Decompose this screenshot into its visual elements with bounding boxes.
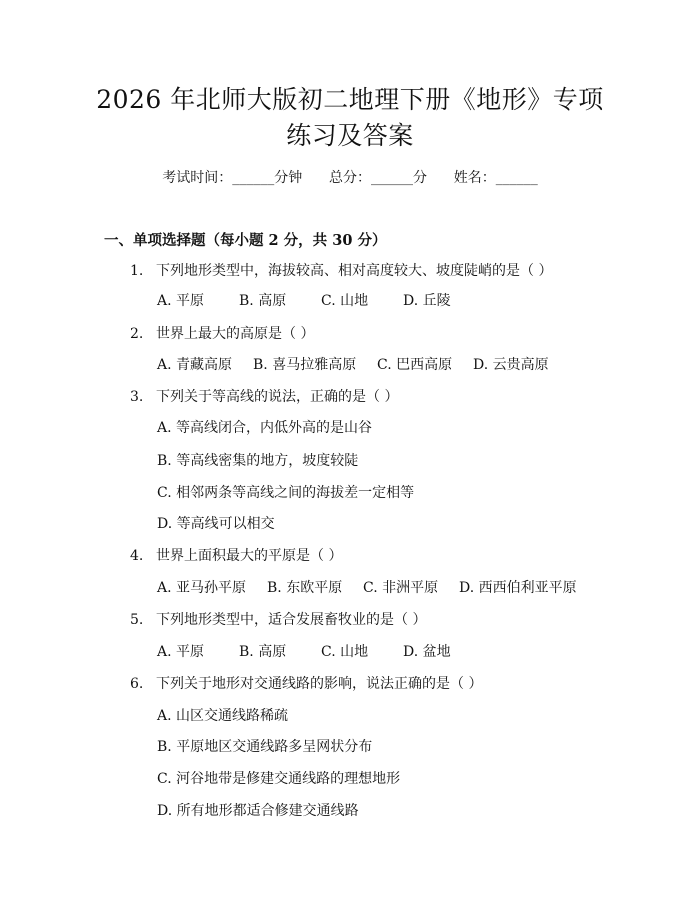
option-d: D. 等高线可以相交 [157, 516, 275, 532]
section-heading: 一、单项选择题（每小题 2 分，共 30 分） [104, 232, 387, 249]
option-d: D. 所有地形都适合修建交通线路 [157, 803, 359, 819]
option-c: C. 山地 [321, 644, 369, 660]
option-d: D. 丘陵 [403, 293, 451, 309]
option-a: A. 山区交通线路稀疏 [157, 708, 289, 724]
option-c: C. 相邻两条等高线之间的海拔差一定相等 [157, 485, 415, 501]
document-title-line-1: 2026 年北师大版初二地理下册《地形》专项 [96, 85, 604, 114]
question-4-options [157, 578, 577, 598]
question-text: 世界上最大的高原是（ ） [156, 326, 315, 342]
option-b: B. 高原 [239, 293, 287, 309]
question-5-options [157, 642, 451, 662]
option-c: C. 非洲平原 [363, 580, 439, 596]
option-b: B. 喜马拉雅高原 [253, 357, 357, 373]
option-c: C. 巴西高原 [377, 357, 453, 373]
question-text: 下列地形类型中，适合发展畜牧业的是（ ） [156, 612, 427, 628]
option-d: D. 盆地 [403, 644, 451, 660]
option-a: A. 亚马孙平原 [157, 580, 247, 596]
option-b: B. 平原地区交通线路多呈网状分布 [157, 739, 373, 755]
option-a: A. 等高线闭合，内低外高的是山谷 [157, 420, 373, 436]
question-number: 6. [130, 676, 144, 692]
document-title-line-2: 练习及答案 [286, 121, 414, 150]
option-b: B. 等高线密集的地方，坡度较陡 [157, 453, 359, 469]
question-number: 1. [130, 263, 144, 279]
question-number: 3. [130, 389, 144, 405]
option-a: A. 平原 [157, 644, 205, 660]
option-a: A. 平原 [157, 293, 205, 309]
question-text: 下列地形类型中，海拔较高、相对高度较大、坡度陡峭的是（ ） [156, 263, 553, 279]
option-a: A. 青藏高原 [157, 357, 233, 373]
question-1-options [157, 291, 451, 311]
option-c: C. 河谷地带是修建交通线路的理想地形 [157, 771, 401, 787]
question-2-options [157, 355, 549, 375]
exam-info-line: 考试时间：______分钟 总分：______分 姓名：______ [162, 170, 538, 186]
option-c: C. 山地 [321, 293, 369, 309]
question-number: 2. [130, 326, 144, 342]
option-d: D. 云贵高原 [473, 357, 549, 373]
question-number: 5. [130, 612, 144, 628]
option-b: B. 高原 [239, 644, 287, 660]
question-text: 下列关于地形对交通线路的影响，说法正确的是（ ） [156, 676, 483, 692]
option-d: D. 西西伯利亚平原 [459, 580, 577, 596]
option-b: B. 东欧平原 [267, 580, 343, 596]
question-number: 4. [130, 548, 144, 564]
question-text: 世界上面积最大的平原是（ ） [156, 548, 343, 564]
question-text: 下列关于等高线的说法，正确的是（ ） [156, 389, 399, 405]
